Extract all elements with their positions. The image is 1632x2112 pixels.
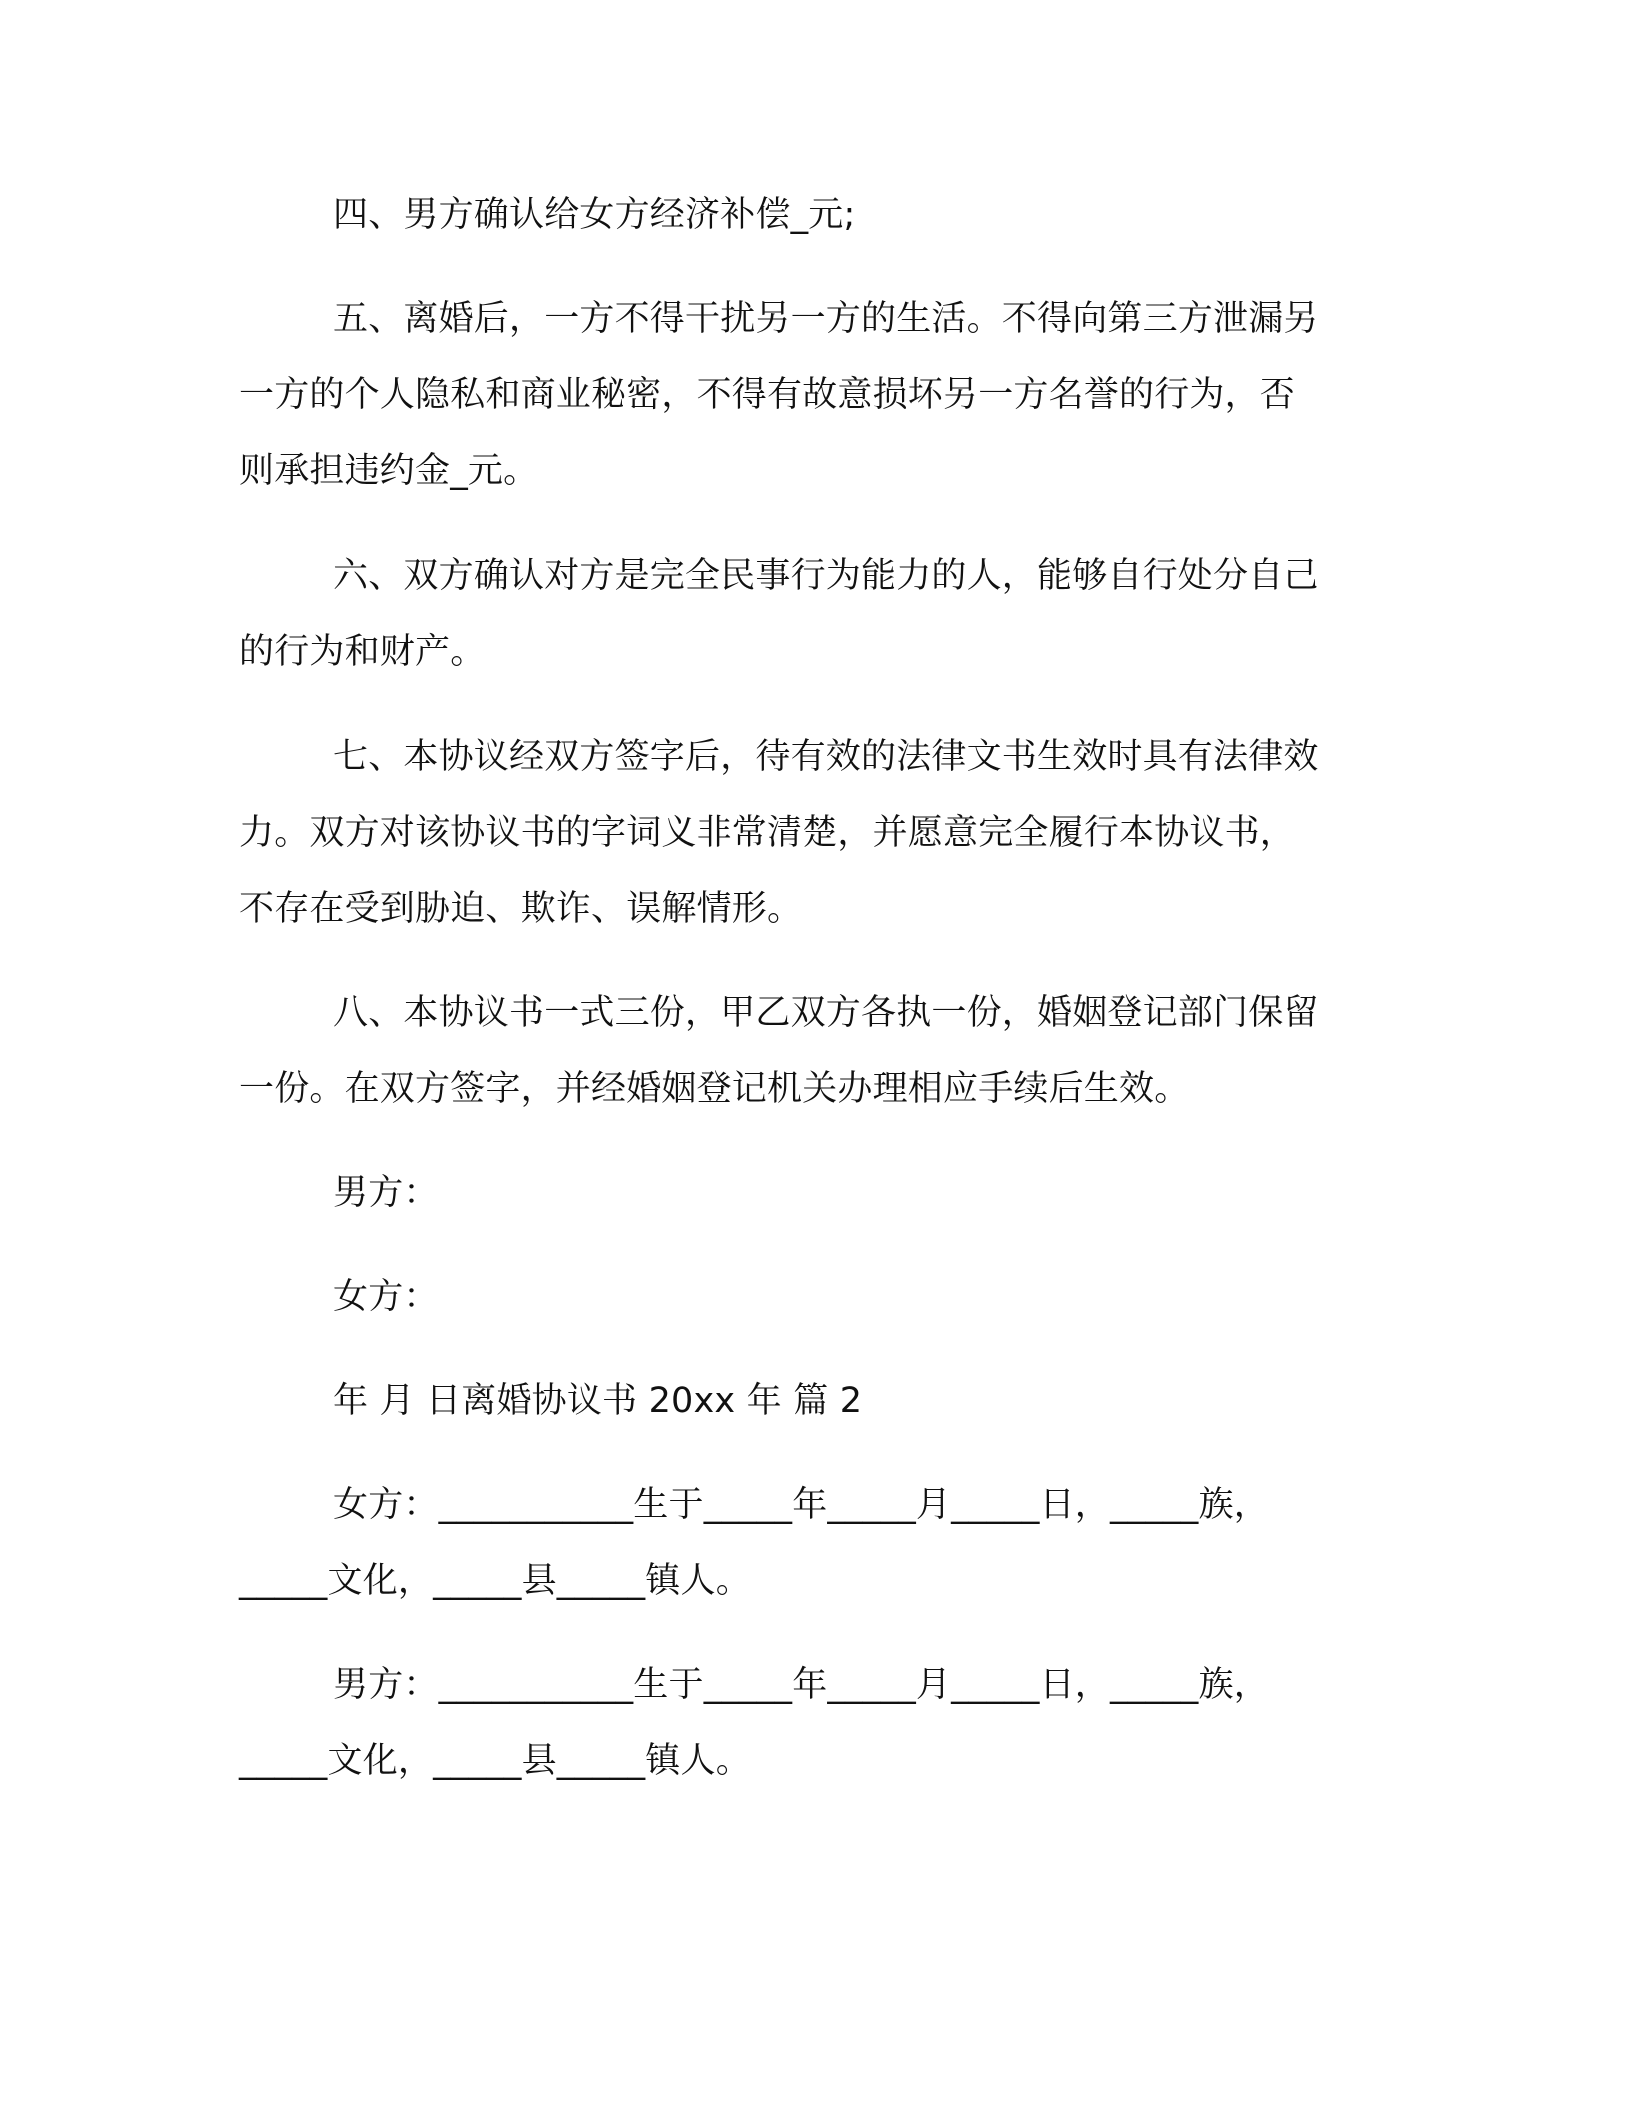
clause-8-line-2: 一份。在双方签字，并经婚姻登记机关办理相应手续后生效。 — [239, 1069, 1190, 1109]
clause-5-line-1: 五、离婚后，一方不得干扰另一方的生活。不得向第三方泄漏另 — [333, 299, 1319, 339]
signature-male-label: 男方： — [333, 1173, 439, 1213]
clause-7-line-3: 不存在受到胁迫、欺诈、误解情形。 — [239, 889, 803, 929]
clause-7-line-1: 七、本协议经双方签字后，待有效的法律文书生效时具有法律效 — [333, 737, 1319, 777]
clause-6-line-2: 的行为和财产。 — [239, 632, 486, 672]
clause-5-line-3: 则承担违约金_元。 — [239, 451, 539, 491]
clause-5-line-2: 一方的个人隐私和商业秘密，不得有故意损坏另一方名誉的行为，否 — [239, 375, 1296, 415]
clause-8-line-1: 八、本协议书一式三份，甲乙双方各执一份，婚姻登记部门保留 — [333, 993, 1319, 1033]
party-female-line-2: _____文化，_____县_____镇人。 — [239, 1561, 751, 1601]
party-female-line-1: 女方：___________生于_____年_____月_____日，_____族， — [333, 1485, 1269, 1525]
clause-4-line-1: 四、男方确认给女方经济补偿_元; — [333, 195, 856, 235]
signature-female-label: 女方： — [333, 1277, 439, 1317]
party-male-line-2: _____文化，_____县_____镇人。 — [239, 1741, 751, 1781]
party-male-line-1: 男方：___________生于_____年_____月_____日，_____族， — [333, 1665, 1269, 1705]
date-title-line: 年 月 日离婚协议书 20xx 年 篇 2 — [333, 1381, 863, 1421]
clause-6-line-1: 六、双方确认对方是完全民事行为能力的人，能够自行处分自己 — [333, 556, 1319, 596]
clause-7-line-2: 力。双方对该协议书的字词义非常清楚，并愿意完全履行本协议书， — [239, 813, 1296, 853]
